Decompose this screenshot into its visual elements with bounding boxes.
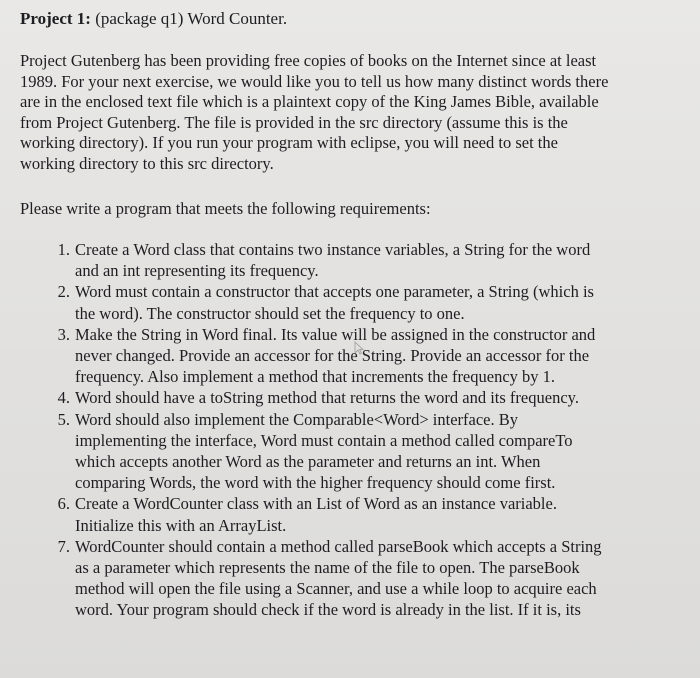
requirement-item-7 <box>0 536 602 621</box>
item-line: Create a WordCounter class with an List of Word as an instance variable. <box>75 494 557 514</box>
item-line: WordCounter should contain a method called parseBook which accepts a String <box>75 536 602 556</box>
item-line: method will open the file using a Scanner, and use a while loop to acquire each <box>75 579 597 599</box>
item-line: Word should also implement the Comparable<Word> interface. By <box>75 409 519 429</box>
item-number: 7. <box>57 536 70 556</box>
project-title-label: Project 1: <box>20 9 91 28</box>
intro-line: working directory). If you run your program with eclipse, you will need to set the <box>20 133 558 153</box>
item-line: Word should have a toString method that returns the word and its frequency. <box>75 388 579 408</box>
mouse-cursor-icon <box>354 341 364 355</box>
intro-line: working directory to this src directory. <box>20 153 274 173</box>
project-title-text: (package q1) Word Counter. <box>90 9 288 28</box>
intro-line: Project Gutenberg has been providing free copies of books on the Internet since at least <box>20 51 597 70</box>
item-line: never changed. Provide an accessor for the String. Provide an accessor for the <box>75 346 590 366</box>
item-line: frequency. Also implement a method that increments the frequency by 1. <box>75 367 556 387</box>
intro-paragraph <box>20 51 608 175</box>
item-number: 3. <box>57 324 70 344</box>
requirements-list <box>0 239 602 621</box>
requirement-item-3 <box>0 324 596 388</box>
item-line: Word must contain a constructor that accepts one parameter, a String (which is <box>75 282 594 302</box>
requirement-item-5 <box>0 409 573 494</box>
item-number: 6. <box>57 494 70 514</box>
item-line: Make the String in Word final. Its value will be assigned in the constructor and <box>75 324 596 344</box>
item-line: Initialize this with an ArrayList. <box>75 515 287 535</box>
project-title <box>20 8 287 30</box>
intro-line: 1989. For your next exercise, we would like you to tell us how many distinct words there <box>20 71 609 91</box>
requirement-item-6 <box>0 493 557 535</box>
item-line: word. Your program should check if the word is already in the list. If it is, its <box>75 600 581 620</box>
item-line: Create a Word class that contains two instance variables, a String for the word <box>75 240 591 259</box>
requirement-item-4 <box>0 387 579 408</box>
requirements-intro: Please write a program that meets the following requirements: <box>20 199 431 218</box>
item-number: 1. <box>57 240 70 259</box>
item-number: 5. <box>57 409 70 429</box>
requirement-item-2 <box>0 281 594 323</box>
item-number: 4. <box>57 388 70 408</box>
item-line: comparing Words, the word with the higher frequency should come first. <box>75 473 556 493</box>
item-line: the word). The constructor should set the frequency to one. <box>75 303 465 323</box>
intro-line: from Project Gutenberg. The file is provided in the src directory (assume this is the <box>20 112 568 132</box>
item-line: implementing the interface, Word must contain a method called compareTo <box>75 430 573 450</box>
item-line: as a parameter which represents the name of the file to open. The parseBook <box>75 558 580 578</box>
requirement-item-1 <box>0 239 591 281</box>
item-line: and an int representing its frequency. <box>75 261 319 281</box>
item-line: which accepts another Word as the parameter and returns an int. When <box>75 452 541 472</box>
item-number: 2. <box>57 282 70 302</box>
intro-line: are in the enclosed text file which is a plaintext copy of the King James Bible, available <box>20 92 599 112</box>
